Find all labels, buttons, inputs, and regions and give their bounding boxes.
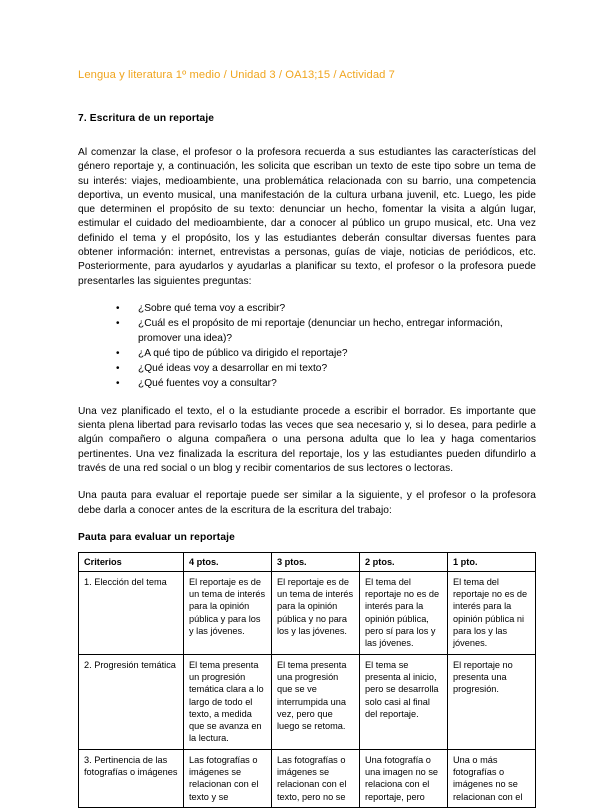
list-item [116, 377, 536, 391]
page-title: 7. Escritura de un reportaje [78, 113, 215, 124]
score-cell-2: El tema del reportaje no es de interés para la opinión pública, pero sí para los y las jóvenes. [360, 571, 448, 654]
score-cell-3: Las fotografías o imágenes se relacionan con el texto, pero no se [272, 749, 360, 807]
score-cell-2: El tema se presenta al inicio, pero se desarrolla solo casi al final del reportaje. [360, 654, 448, 749]
rubric-title: Pauta para evaluar un reportaje [78, 531, 235, 543]
bullet-icon: • [116, 318, 120, 330]
rubric-table-viewport [78, 552, 536, 802]
criterion-cell: 3. Pertinencia de las fotografías o imágenes [79, 749, 184, 807]
paragraph-rubric-intro: Una pauta para evaluar el reportaje puede ser similar a la siguiente, y el profesor o la profesora debe darla a conocer antes de la escritura de la escritura del trabajo: [78, 490, 536, 516]
list-item-label: ¿Qué fuentes voy a consultar? [138, 378, 277, 390]
list-item [116, 317, 536, 346]
score-cell-3: El tema presenta una progresión que se ve interrumpida una vez, pero que luego se retoma. [272, 654, 360, 749]
paragraph-drafting: Una vez planificado el texto, el o la estudiante procede a escribir el borrador. Es importante que sienta plena libertad para revisarlo todas las veces que sea necesario y, si lo desea, para pedirle a algún compañero o alguna compañera o una persona adulta que lo lea y haga comentarios pertinentes. Una vez finalizada la escritura del reportaje, los y las estudiantes pueden difundirlo a través de una red social o un blog y recibir comentarios de sus lectores o lectoras. [78, 405, 536, 474]
score-cell-1: Una o más fotografías o imágenes no se relacionan con el [448, 749, 536, 807]
score-cell-4: Las fotografías o imágenes se relacionan con el texto y se [184, 749, 272, 807]
score-cell-1: El reportaje no presenta una progresión. [448, 654, 536, 749]
bullet-icon: • [116, 302, 120, 314]
score-cell-4: El tema presenta un progresión temática clara a lo largo de todo el texto, a medida que se avanza en la lectura. [184, 654, 272, 749]
column-header-criterios: Criterios [79, 552, 184, 571]
criterion-cell: 2. Progresión temática [79, 654, 184, 749]
list-item-label: ¿Qué ideas voy a desarrollar en mi texto? [138, 363, 328, 375]
score-cell-3: El reportaje es de un tema de interés para la opinión pública y no para los y las jóvenes. [272, 571, 360, 654]
table-row [79, 571, 536, 654]
list-item-label: ¿Cuál es el propósito de mi reportaje (denunciar un hecho, entregar información, promover una idea)? [138, 318, 503, 344]
score-cell-4: El reportaje es de un tema de interés para la opinión pública y para los y las jóvenes. [184, 571, 272, 654]
table-row [79, 749, 536, 807]
column-header-2-ptos: 2 ptos. [360, 552, 448, 571]
column-header-4-ptos: 4 ptos. [184, 552, 272, 571]
bullet-icon: • [116, 378, 120, 390]
score-cell-1: El tema del reportaje no es de interés para la opinión pública ni para los y las jóvenes. [448, 571, 536, 654]
rubric-table [78, 552, 536, 808]
paragraph-intro: Al comenzar la clase, el profesor o la profesora recuerda a sus estudiantes las características del género reportaje y, a continuación, les solicita que escriban un texto de este tipo sobre un tema de su interés: viajes, medioambiente, una problemática relacionada con su barrio, una competencia deportiva, un evento musical, una manifestación de la cultura urbana juvenil, etc. Luego, les pide que determinen el propósito de su texto: denunciar un hecho, fomentar la visita a algún lugar, estimular el cuidado del medioambiente, dar a conocer al público un grupo musical, etc. Una vez definido el tema y el propósito, los y las estudiantes deberán consultar diversas fuentes para obtener información: internet, entrevistas a personas, guías de viaje, noticias de periódicos, etc. Posteriormente, para ayudarlos y ayudarlas a planificar su texto, el profesor o la profesora puede presentarles las siguientes preguntas: [78, 147, 536, 287]
criterion-cell: 1. Elección del tema [79, 571, 184, 654]
bullet-icon: • [116, 347, 120, 359]
list-item-label: ¿Sobre qué tema voy a escribir? [138, 302, 286, 314]
list-item [116, 362, 536, 376]
breadcrumb: Lengua y literatura 1º medio / Unidad 3 / OA13;15 / Actividad 7 [78, 69, 395, 81]
list-item [116, 302, 536, 316]
table-header-row [79, 552, 536, 571]
column-header-3-ptos: 3 ptos. [272, 552, 360, 571]
column-header-1-pto: 1 pto. [448, 552, 536, 571]
list-item [116, 347, 536, 361]
list-item-label: ¿A qué tipo de público va dirigido el reportaje? [138, 347, 348, 359]
question-list [78, 302, 536, 392]
score-cell-2: Una fotografía o una imagen no se relaciona con el reportaje, pero [360, 749, 448, 807]
table-row [79, 654, 536, 749]
document-content [78, 68, 536, 802]
bullet-icon: • [116, 363, 120, 375]
